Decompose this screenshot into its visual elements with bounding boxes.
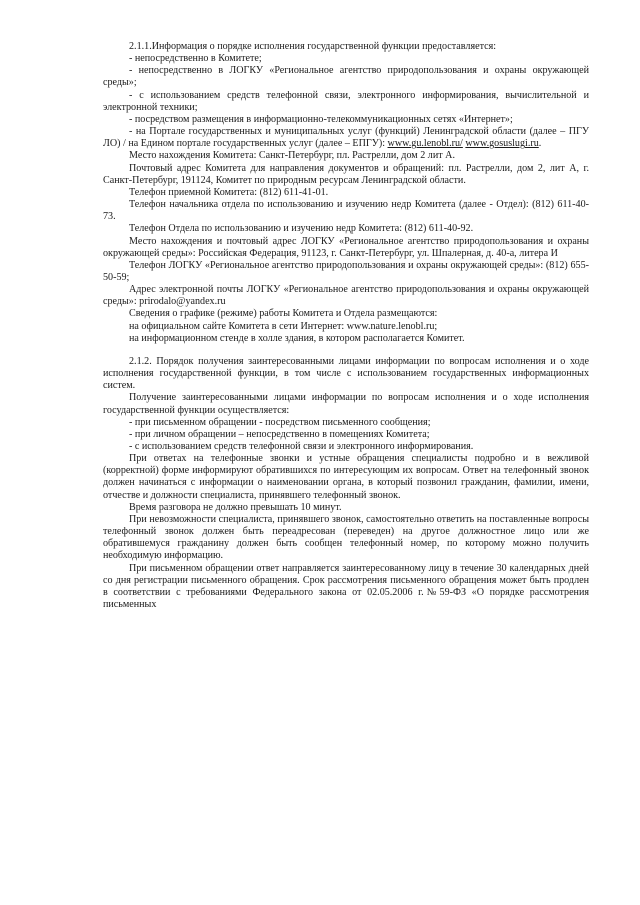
paragraph-text: Телефон приемной Комитета: (812) 611-41-01. bbox=[129, 186, 329, 198]
paragraph-text: При ответах на телефонные звонки и устные обращения специалисты подробно и в вежливой (корректной) форме информируют обратившихся по интересующим их вопросам. Ответ на телефонный звонок должен начинаться с информации о наименовании органа, в который позвонил гражданин, фамилии, имени, отчестве и должности специалиста, принявшего телефонный звонок. bbox=[103, 453, 589, 501]
paragraph-text: При невозможности специалиста, принявшего звонок, самостоятельно ответить на поставленные вопросы телефонный звонок должен быть переадресован (переведен) на другое должностное лицо или же обратившемуся гражданину должен быть сообщен телефонный номер, по которому можно получить необходимую информацию. bbox=[103, 513, 589, 562]
paragraph-text: Почтовый адрес Комитета для направления документов и обращений: пл. Растрелли, дом 2, лит А, г. Санкт-Петербург, 191124, Комитет по природным ресурсам Ленинградской области. bbox=[103, 162, 589, 186]
paragraph-text: на информационном стенде в холле здания, в котором располагается Комитет. bbox=[129, 332, 465, 344]
paragraph-text: - непосредственно в ЛОГКУ «Региональное агентство природопользования и охраны окружающей среды»; bbox=[103, 65, 589, 89]
paragraph-text: Телефон ЛОГКУ «Региональное агентство природопользования и охраны окружающей среды»: (812) 655-50-59; bbox=[103, 259, 589, 283]
paragraph bbox=[103, 392, 589, 416]
paragraph-text: Время разговора не должно превышать 10 минут. bbox=[129, 501, 342, 513]
paragraph-text: Сведения о графике (режиме) работы Комитета и Отдела размещаются: bbox=[129, 308, 438, 320]
paragraph bbox=[103, 308, 589, 320]
paragraph-text: 2.1.2. Порядок получения заинтересованными лицами информации по вопросам исполнения и о ходе исполнения государственной функции, в том числе с использованием государственных информационных систем. bbox=[103, 355, 589, 392]
paragraph-text: При письменном обращении ответ направляется заинтересованному лицу в течение 30 календарных дней со дня регистрации письменного обращения. Срок рассмотрения письменного обращения может быть продлен в соответствии с требованиями Федерального закона от 02.05.2006 г.№59-ФЗ «О порядке рассмотрения письменных bbox=[103, 562, 589, 611]
paragraph-text: - при личном обращении – непосредственно в помещениях Комитета; bbox=[129, 428, 430, 440]
paragraph bbox=[103, 65, 589, 89]
paragraph bbox=[103, 150, 589, 162]
paragraph bbox=[103, 429, 589, 441]
paragraph bbox=[103, 563, 589, 612]
paragraph-text: Телефон Отдела по использованию и изучению недр Комитета: (812) 611-40-92. bbox=[129, 223, 474, 235]
paragraph bbox=[103, 514, 589, 563]
paragraph-text: Место нахождения и почтовый адрес ЛОГКУ «Региональное агентство природопользования и охраны окружающей среды»: Российская Федерация, 91123, г. Санкт-Петербург, ул. Шпалерная, д. 40-а, литера И bbox=[103, 235, 589, 259]
paragraph-text: - при письменном обращении - посредством письменного сообщения; bbox=[129, 416, 431, 428]
paragraph bbox=[103, 321, 589, 333]
paragraph-text: Адрес электронной почты ЛОГКУ «Региональное агентство природопользования и охраны окружающей среды»: prirodalo@yandex.ru bbox=[103, 284, 589, 308]
paragraph bbox=[103, 441, 589, 453]
paragraph bbox=[103, 126, 589, 150]
paragraph-text: - с использованием средств телефонной связи и электронного информирования. bbox=[129, 441, 474, 452]
document-body bbox=[103, 41, 589, 611]
paragraph-text: - на Портале государственных и муниципальных услуг (функций) Ленинградской области (далее – ПГУ ЛО) / на Едином портале государственных услуг (далее – ЕПГУ): bbox=[103, 126, 589, 150]
paragraph bbox=[103, 356, 589, 392]
paragraph bbox=[103, 236, 589, 260]
paragraph bbox=[103, 187, 589, 199]
website-link[interactable]: www.gu.lenobl.ru/ bbox=[387, 138, 463, 150]
paragraph-text: Получение заинтересованными лицами информации по вопросам исполнения и о ходе исполнения государственной функции осуществляется: bbox=[103, 392, 589, 416]
paragraph bbox=[103, 199, 589, 223]
paragraph-text: . bbox=[538, 138, 542, 150]
paragraph bbox=[103, 453, 589, 502]
paragraph-text: Место нахождения Комитета: Санкт-Петербург, пл. Растрелли, дом 2 лит А. bbox=[129, 150, 455, 162]
paragraph bbox=[103, 284, 589, 308]
paragraph-text: - с использованием средств телефонной связи, электронного информирования, вычислительной и электронной техники; bbox=[103, 89, 589, 113]
paragraph-text: 2.1.1.Информация о порядке исполнения государственной функции предоставляется: bbox=[129, 41, 497, 52]
paragraph bbox=[103, 502, 589, 514]
paragraph-text: на официальном сайте Комитета в сети Интернет: www.nature.lenobl.ru; bbox=[129, 320, 438, 332]
paragraph bbox=[103, 333, 589, 345]
paragraph-text: Телефон начальника отдела по использованию и изучению недр Комитета (далее - Отдел): (812) 611-40-73. bbox=[103, 199, 589, 223]
paragraph bbox=[103, 223, 589, 235]
paragraph bbox=[103, 90, 589, 114]
paragraph bbox=[103, 417, 589, 429]
paragraph bbox=[103, 260, 589, 284]
paragraph bbox=[103, 53, 589, 65]
paragraph-text: - посредством размещения в информационно-телекоммуникационных сетях «Интернет»; bbox=[129, 113, 513, 125]
paragraph bbox=[103, 41, 589, 53]
website-link[interactable]: www.gosuslugi.ru bbox=[465, 138, 539, 150]
paragraph-text: - непосредственно в Комитете; bbox=[129, 53, 262, 65]
paragraph bbox=[103, 163, 589, 187]
paragraph bbox=[103, 114, 589, 126]
